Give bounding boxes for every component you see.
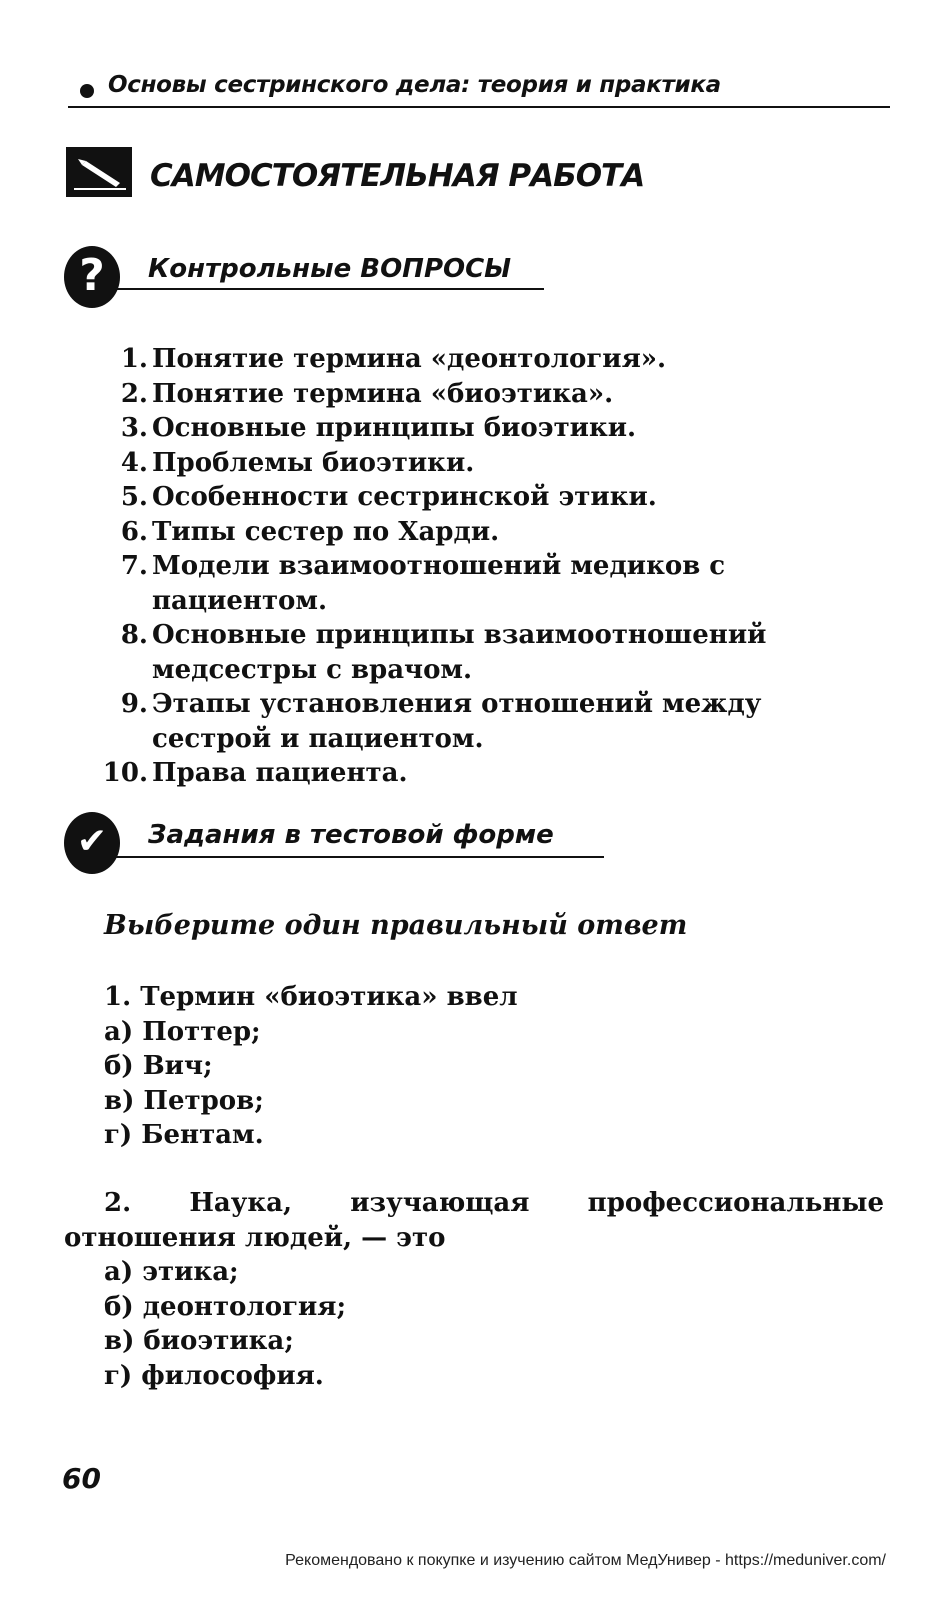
tests-heading: Задания в тестовой форме	[148, 820, 554, 850]
tests-instruction: Выберите один правильный ответ	[104, 910, 688, 941]
questions-heading-underline	[112, 288, 544, 290]
test-question-1	[64, 980, 884, 1153]
list-item: 5. Особенности сестринской этики.	[120, 482, 657, 512]
questions-heading: Контрольные ВОПРОСЫ	[148, 254, 512, 284]
tests-heading-underline	[112, 856, 604, 858]
answer-option: б) Вич;	[104, 1051, 213, 1081]
answer-option: а) этика;	[104, 1257, 239, 1287]
answer-option: а) Поттер;	[104, 1016, 261, 1047]
list-item: 9. Этапы установления отношений между сестрой и пациентом.	[120, 689, 762, 754]
running-header	[68, 66, 890, 108]
answer-option: г) Бентам.	[104, 1120, 264, 1150]
list-item: 6. Типы сестер по Харди.	[120, 516, 500, 547]
answer-option: в) Петров;	[104, 1085, 264, 1116]
questions-list	[80, 342, 900, 791]
list-item: 4. Проблемы биоэтики.	[120, 447, 475, 478]
answer-option: в) биоэтика;	[104, 1326, 294, 1356]
list-item: 2. Понятие термина «биоэтика».	[120, 378, 614, 409]
test-question-text: 2. Наука, изучающая профессиональные отношения людей, — это	[64, 1188, 884, 1253]
list-item: 1. Понятие термина «деонтология».	[120, 344, 667, 374]
answer-option: б) деонтология;	[104, 1291, 347, 1322]
test-question-2	[64, 1186, 884, 1393]
footer-note: Рекомендовано к покупке и изучению сайтом МедУнивер - https://meduniver.com/	[285, 1552, 886, 1569]
list-item: 8. Основные принципы взаимоотношений медсестры с врачом.	[120, 620, 767, 685]
running-header-text: Основы сестринского дела: теория и практика	[108, 72, 721, 98]
list-item: 7. Модели взаимоотношений медиков с пациентом.	[120, 551, 726, 616]
question-mark-icon: ?	[64, 246, 120, 308]
list-item: 3. Основные принципы биоэтики.	[120, 413, 637, 443]
page-number: 60	[62, 1462, 101, 1495]
checkmark-icon: ✔	[64, 812, 120, 874]
bullet-icon	[80, 84, 94, 98]
answer-option: г) философия.	[104, 1360, 324, 1391]
test-question-text: 1. Термин «биоэтика» ввел	[104, 982, 518, 1012]
section-title: САМОСТОЯТЕЛЬНАЯ РАБОТА	[150, 158, 645, 194]
list-item: 10. Права пациента.	[102, 758, 408, 788]
pencil-icon	[66, 147, 132, 197]
